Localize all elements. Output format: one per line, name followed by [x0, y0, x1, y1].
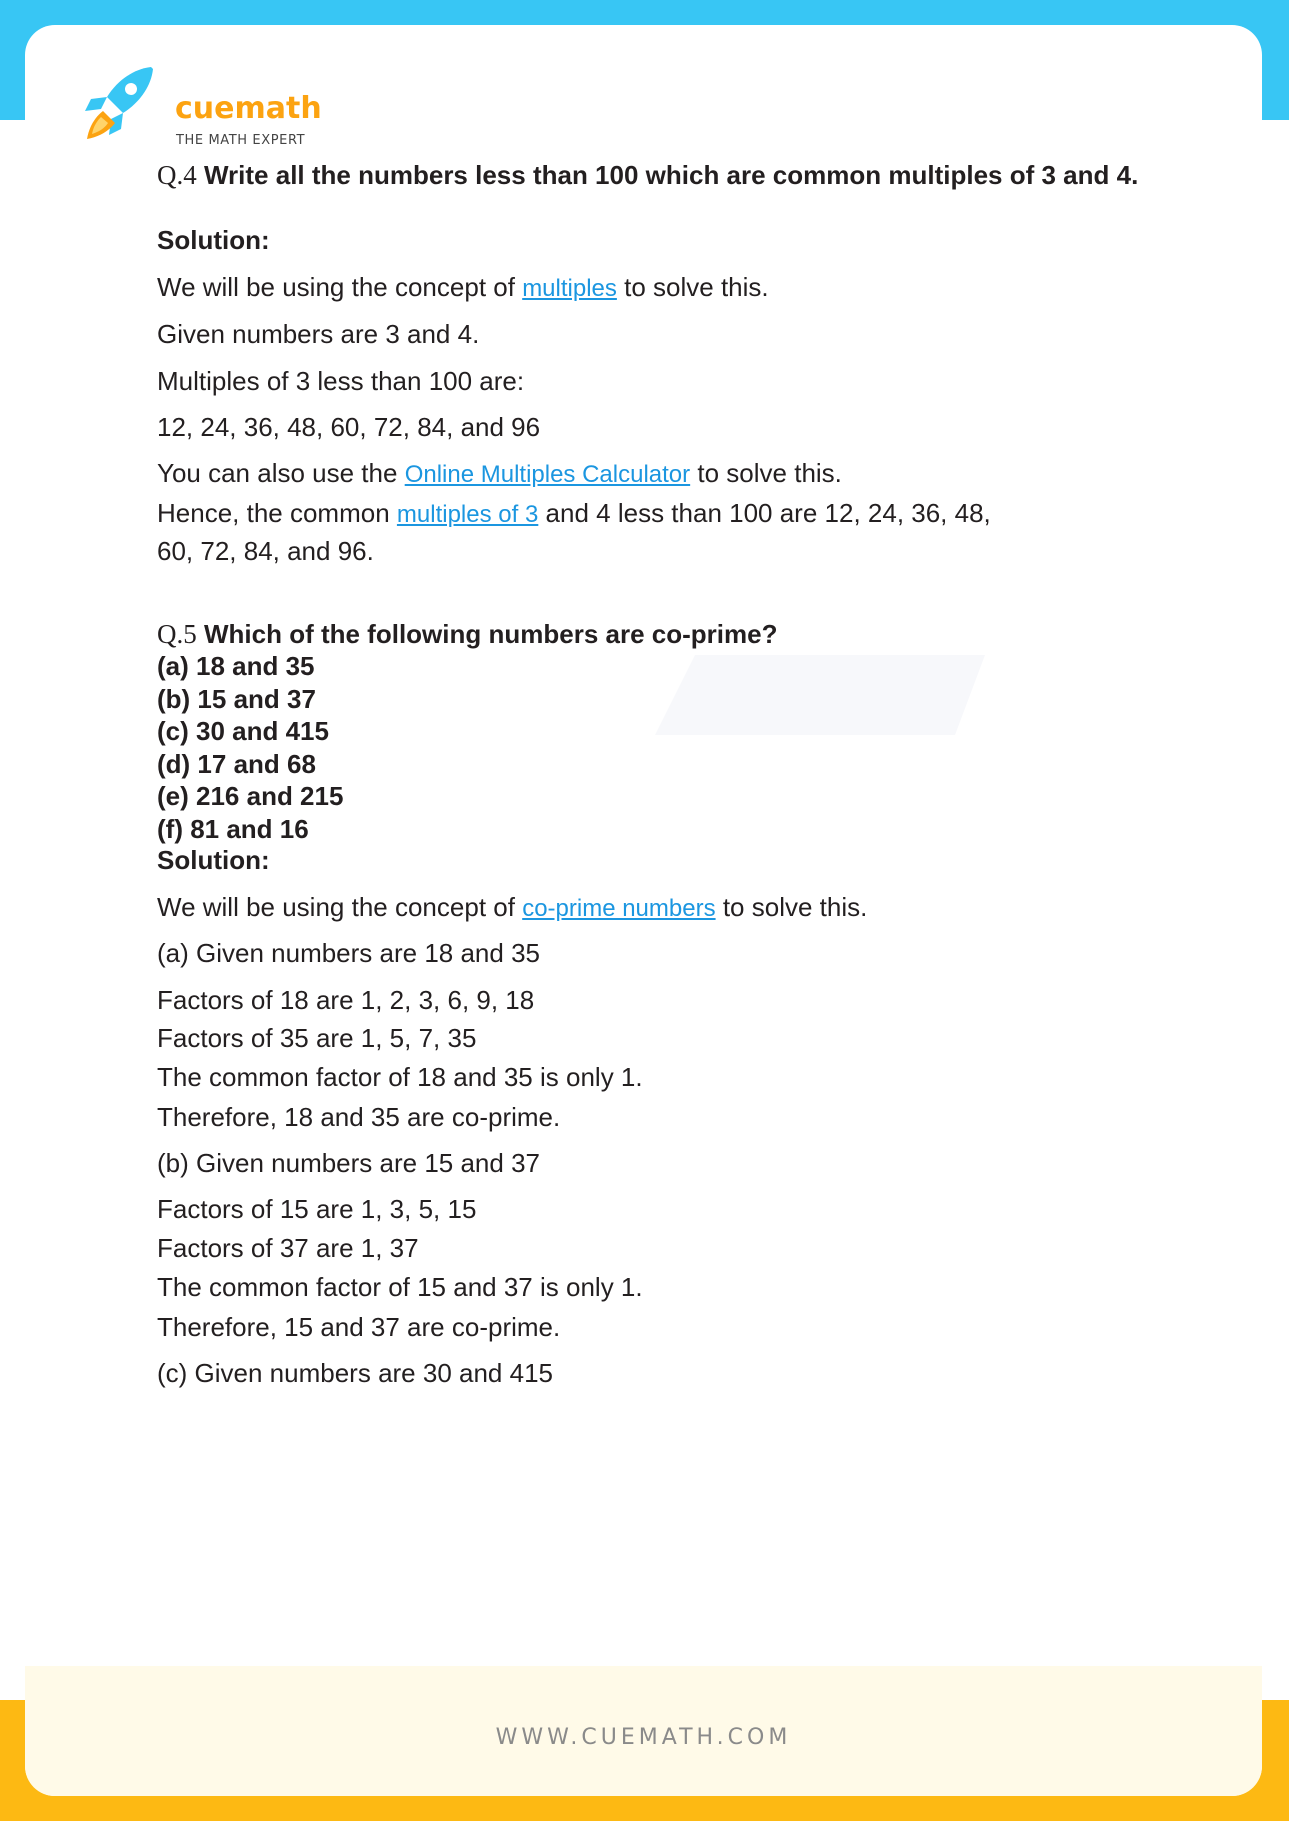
solution-line: Factors of 37 are 1, 37: [157, 1233, 419, 1263]
text-segment: to solve this.: [624, 272, 769, 302]
solution-line: The common factor of 18 and 35 is only 1.: [157, 1062, 643, 1092]
solution-line: 60, 72, 84, and 96.: [157, 536, 374, 566]
text-segment: We will be using the concept of: [157, 272, 515, 302]
solution-line: [157, 498, 991, 529]
online-multiples-calculator-link[interactable]: Online Multiples Calculator: [404, 461, 691, 488]
solution-line: Factors of 35 are 1, 5, 7, 35: [157, 1023, 477, 1053]
question-text: Which of the following numbers are co-prime?: [203, 619, 778, 649]
option-a: (a) 18 and 35: [157, 651, 315, 681]
solution-line: (a) Given numbers are 18 and 35: [157, 938, 540, 968]
multiples-link[interactable]: multiples: [522, 275, 617, 302]
option-f: (f) 81 and 16: [157, 813, 309, 844]
option-c: (c) 30 and 415: [157, 716, 329, 746]
solution-line: Factors of 18 are 1, 2, 3, 6, 9, 18: [157, 985, 535, 1015]
question-number: Q.4: [157, 160, 197, 190]
solution-line: [157, 892, 867, 923]
brand-name: cuemath: [175, 91, 322, 126]
brand-tagline: THE MATH EXPERT: [176, 133, 306, 148]
solution-heading: Solution:: [157, 845, 270, 875]
footer-website[interactable]: WWW.CUEMATH.COM: [495, 1725, 792, 1750]
solution-line: Factors of 15 are 1, 3, 5, 15: [157, 1194, 477, 1224]
co-prime-numbers-link[interactable]: co-prime numbers: [522, 895, 716, 922]
text-segment: to solve this.: [722, 892, 868, 922]
question-5: [157, 618, 1177, 651]
footer: [25, 1666, 1262, 1796]
page-card: [25, 25, 1262, 1796]
text-segment: We will be using the concept of: [157, 892, 515, 922]
solution-line: Therefore, 15 and 37 are co-prime.: [157, 1312, 561, 1342]
text-segment: and 4 less than 100 are 12, 24, 36, 48,: [545, 498, 991, 528]
question-text: Write all the numbers less than 100 which are common multiples of 3 and 4.: [203, 160, 1139, 190]
solution-line: [157, 272, 769, 303]
solution-heading: Solution:: [157, 225, 270, 255]
text-segment: to solve this.: [697, 458, 842, 488]
option-e: (e) 216 and 215: [157, 781, 344, 811]
solution-line: (c) Given numbers are 30 and 415: [157, 1358, 553, 1388]
solution-line: The common factor of 15 and 37 is only 1.: [157, 1272, 643, 1302]
question-4: [157, 159, 1177, 192]
option-b: (b) 15 and 37: [157, 683, 316, 714]
text-segment: Hence, the common: [157, 498, 390, 528]
solution-line: (b) Given numbers are 15 and 37: [157, 1148, 540, 1178]
option-d: (d) 17 and 68: [157, 748, 316, 779]
solution-line: 12, 24, 36, 48, 60, 72, 84, and 96: [157, 412, 541, 442]
text-segment: You can also use the: [157, 458, 398, 488]
options-list: [157, 650, 1177, 845]
question-number: Q.5: [157, 619, 197, 649]
solution-line: Multiples of 3 less than 100 are:: [157, 366, 525, 396]
multiples-of-3-link[interactable]: multiples of 3: [396, 501, 539, 528]
solution-line: Therefore, 18 and 35 are co-prime.: [157, 1102, 561, 1132]
brand-logo[interactable]: [73, 59, 333, 159]
rocket-icon: [73, 59, 169, 155]
solution-line: Given numbers are 3 and 4.: [157, 319, 480, 349]
solution-line: [157, 458, 842, 489]
